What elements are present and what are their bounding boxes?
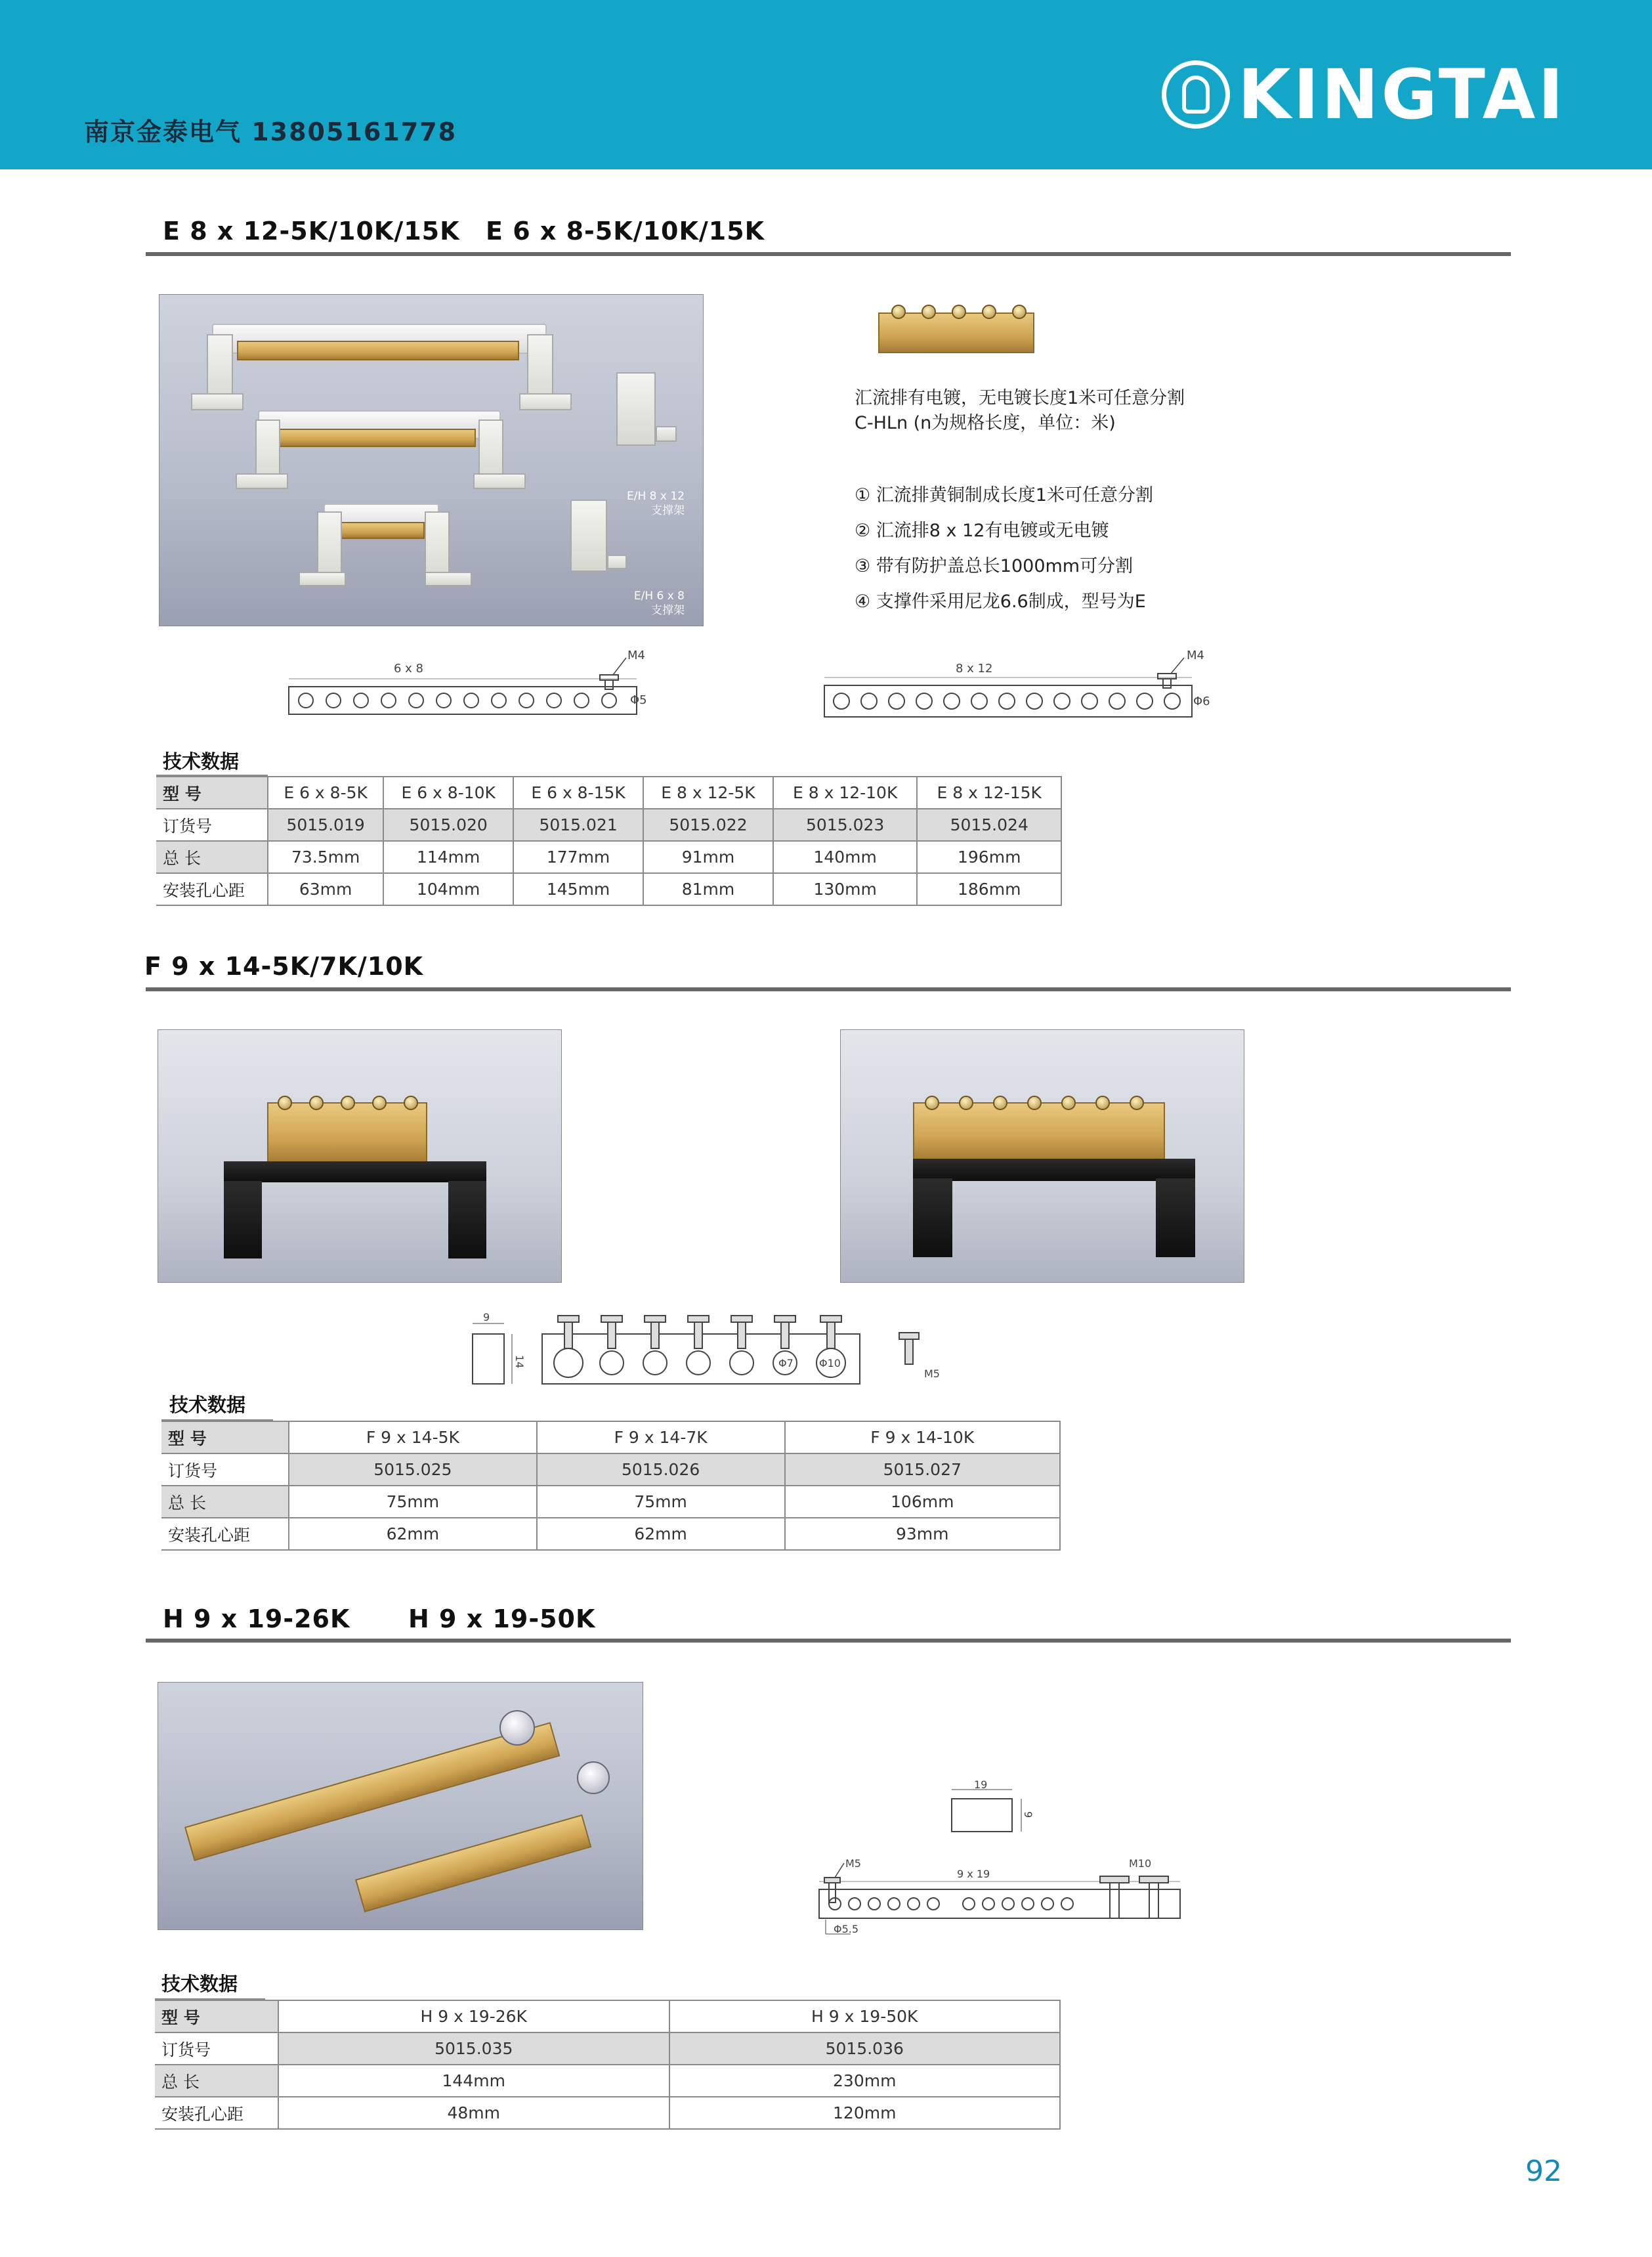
spec-table-h [155,2000,1061,2130]
table-f-title: 技术数据 [169,1394,246,1416]
intro-line-1: 汇流排有电镀，无电镀长度1米可任意分割 [855,388,1185,408]
row-label: 订货号 [156,809,268,841]
table-e-title: 技术数据 [163,750,240,773]
kingtai-logo-icon [1162,60,1230,129]
product-photo-f-2 [840,1029,1244,1283]
bracket-label-6x8: E/H 6 x 8 支撑架 [633,590,685,617]
support-bracket-base [656,426,677,442]
table-row: 安装孔心距 62mm 62mm 93mm [161,1518,1060,1550]
table-row: 安装孔心距 63mm 104mm 145mm 81mm 130mm 186mm [156,873,1061,905]
intro-line-2: C-HLn (n为规格长度，单位：米) [855,413,1116,433]
drawing-9x19 [811,1779,1205,1950]
brass-busbar [267,1102,427,1164]
drawing-8x12-screw: M4 [1187,650,1204,662]
drawing-9x14 [459,1306,958,1398]
table-row: 型 号 H 9 x 19-26K H 9 x 19-50K [155,2000,1060,2032]
drawing-6x8-size: 6 x 8 [394,662,423,676]
section-h-title-right: H 9 x 19-50K [408,1604,596,1633]
section-h-title-left: H 9 x 19-26K [163,1604,350,1633]
feature-1: ① 汇流排黄铜制成长度1米可任意分割 [855,485,1153,505]
support-bracket-6x8 [570,500,607,572]
section-e-intro [855,386,1314,436]
table-row: 总 长 75mm 75mm 106mm [161,1486,1060,1518]
support-foot [191,393,244,410]
company-contact: 南京金泰电气 13805161778 [84,118,457,146]
drawing-h-screw-large: M10 [1129,1857,1152,1870]
table-h-title: 技术数据 [161,1973,238,1995]
brass-busbar-sample [878,312,1034,353]
insulator-beam [913,1159,1195,1181]
row-label: 订货号 [161,1453,289,1486]
row-label: 安装孔心距 [155,2097,278,2129]
drawing-f-screw: M5 [924,1367,940,1380]
spec-table-f [161,1421,1061,1551]
table-row: 型 号 F 9 x 14-5K F 9 x 14-7K F 9 x 14-10K [161,1421,1060,1453]
section-e-features [855,478,1353,620]
drawing-8x12-size: 8 x 12 [956,662,993,676]
drawing-h-hole: Φ5.5 [834,1923,859,1935]
feature-4: ④ 支撑件采用尼龙6.6制成，型号为E [855,591,1146,612]
insulator-leg [1156,1178,1195,1257]
section-e-title-left: E 8 x 12-5K/10K/15K [163,217,460,246]
insulator-leg [224,1181,262,1258]
support-bracket-base [607,555,627,569]
drawing-6x8-hole: Φ5 [630,693,647,707]
page-number: 92 [1525,2155,1562,2188]
section-f-rule [146,987,1511,991]
section-h-rule [146,1639,1511,1643]
drawing-f-height: 14 [513,1355,526,1369]
brass-busbar [341,522,425,539]
support-foot [519,393,572,410]
table-row: 订货号 5015.019 5015.020 5015.021 5015.022 5015.023 5015.024 [156,809,1061,841]
brand-name: KINGTAI [1238,54,1566,135]
drawing-h-width: 19 [974,1779,988,1791]
row-label: 型 号 [155,2000,278,2032]
feature-3: ③ 带有防护盖总长1000mm可分割 [855,556,1133,576]
drawing-h-height: 9 [1022,1811,1034,1818]
drawing-h-screw-small: M5 [845,1857,861,1870]
insulator-leg [913,1178,952,1257]
terminal-screw-large [577,1761,610,1794]
table-row: 订货号 5015.035 5015.036 [155,2032,1060,2065]
row-label: 安装孔心距 [161,1518,289,1550]
support-foot [473,473,526,489]
drawing-f-width: 9 [483,1311,490,1323]
drawing-6x8-screw: M4 [627,650,645,662]
drawing-f-hole-small: Φ7 [778,1357,794,1369]
support-foot [425,572,472,586]
drawing-6x8 [282,650,689,722]
section-f-title: F 9 x 14-5K/7K/10K [144,952,424,981]
insulator-leg [448,1181,486,1258]
row-label: 总 长 [156,841,268,873]
table-row: 安装孔心距 48mm 120mm [155,2097,1060,2129]
product-photo-e [159,294,704,626]
row-label: 订货号 [155,2032,278,2065]
drawing-8x12-hole: Φ6 [1193,695,1210,708]
support-foot [236,473,288,489]
product-photo-h [158,1682,643,1930]
brass-busbar [279,429,476,447]
drawing-f-hole-large: Φ10 [819,1357,841,1369]
table-row: 订货号 5015.025 5015.026 5015.027 [161,1453,1060,1486]
table-row: 总 长 144mm 230mm [155,2065,1060,2097]
support-bracket-8x12 [616,372,656,446]
drawing-h-size: 9 x 19 [957,1868,990,1880]
row-label: 安装孔心距 [156,873,268,905]
row-label: 型 号 [161,1421,289,1453]
section-e-title-right: E 6 x 8-5K/10K/15K [486,217,765,246]
bracket-label-8x12: E/H 8 x 12 支撑架 [627,490,685,517]
row-label: 型 号 [156,777,268,809]
brass-busbar-26k [355,1815,591,1912]
product-photo-f-1 [158,1029,562,1283]
insulator-beam [224,1161,486,1182]
spec-table-e [156,776,1062,906]
drawing-8x12 [818,650,1238,722]
brass-busbar [913,1102,1165,1161]
table-row: 总 长 73.5mm 114mm 177mm 91mm 140mm 196mm [156,841,1061,873]
brass-busbar [237,341,519,360]
feature-2: ② 汇流排8 x 12有电镀或无电镀 [855,521,1109,541]
section-e-rule [146,252,1511,256]
terminal-screw-large [499,1710,535,1746]
row-label: 总 长 [155,2065,278,2097]
row-label: 总 长 [161,1486,289,1518]
table-row: 型 号 E 6 x 8-5K E 6 x 8-10K E 6 x 8-15K E 8 x 12-5K E 8 x 12-10K E 8 x 12-15K [156,777,1061,809]
support-foot [299,572,346,586]
